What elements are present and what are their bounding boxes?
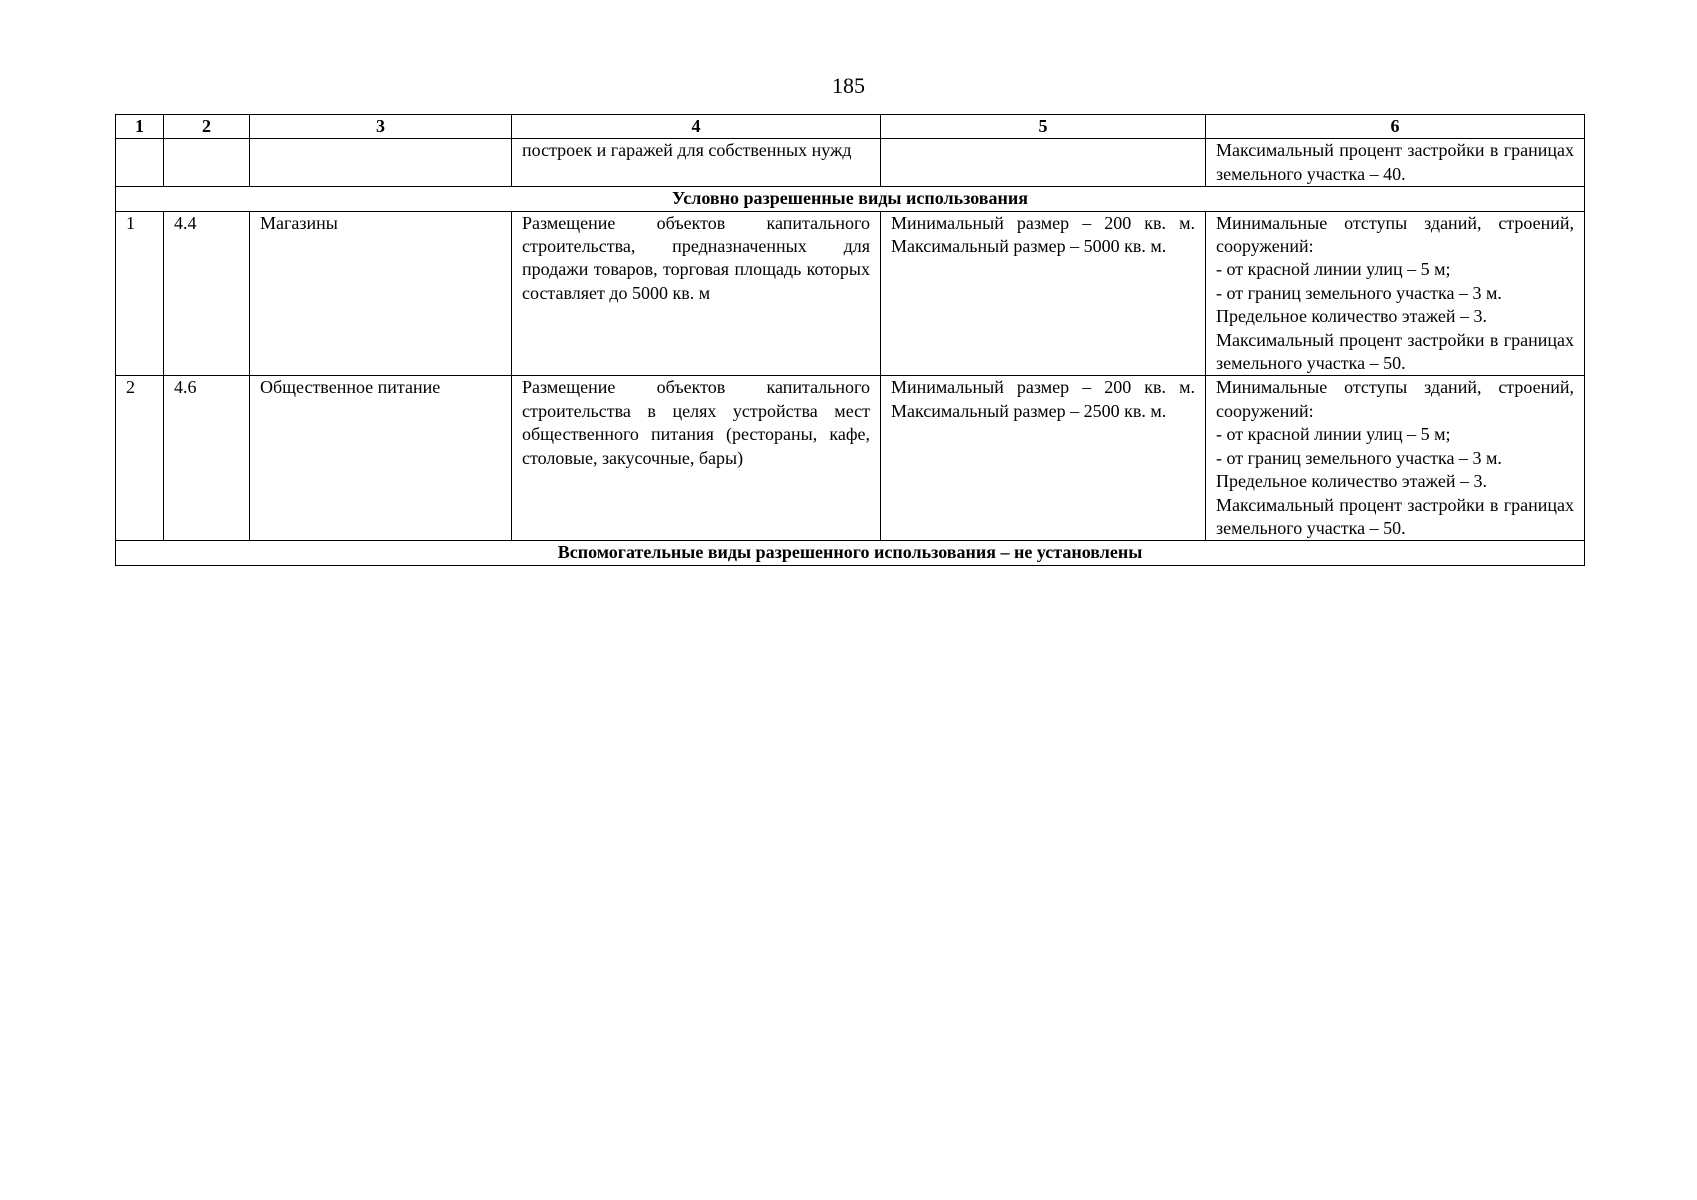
param-line: - от границ земельного участка – 3 м. bbox=[1216, 282, 1502, 303]
table-cell-empty bbox=[164, 139, 250, 187]
plot-size-limits: Минимальный размер – 200 кв. м. Максимальный размер – 2500 кв. м. bbox=[881, 376, 1206, 541]
table-cell-empty bbox=[116, 139, 164, 187]
use-name: Магазины bbox=[250, 211, 512, 376]
section-heading-row bbox=[116, 187, 1585, 211]
use-description: Размещение объектов капитального строительства в целях устройства мест общественного питания (рестораны, кафе, столовые, закусочные, бары) bbox=[512, 376, 881, 541]
param-line: - от красной линии улиц – 5 м; bbox=[1216, 424, 1451, 445]
table-row bbox=[116, 211, 1585, 376]
table-cell-empty bbox=[881, 139, 1206, 187]
plot-size-limits: Минимальный размер – 200 кв. м. Максимальный размер – 5000 кв. м. bbox=[881, 211, 1206, 376]
column-header: 1 bbox=[116, 115, 164, 139]
use-code: 4.4 bbox=[164, 211, 250, 376]
page-number: 185 bbox=[832, 73, 865, 98]
continuation-params: Максимальный процент застройки в границах земельного участка – 40. bbox=[1206, 139, 1585, 187]
param-line: Максимальный процент застройки в границах земельного участка – 50. bbox=[1216, 329, 1574, 374]
use-description: Размещение объектов капитального строительства, предназначенных для продажи товаров, торговая площадь которых составляет до 5000 кв. м bbox=[512, 211, 881, 376]
param-line: Максимальный процент застройки в границах земельного участка – 50. bbox=[1216, 494, 1574, 538]
section-heading-row bbox=[116, 541, 1585, 565]
column-header: 2 bbox=[164, 115, 250, 139]
section-heading-auxiliary: Вспомогательные виды разрешенного использования – не установлены bbox=[116, 541, 1585, 565]
table-row bbox=[116, 376, 1585, 541]
section-heading-conditional: Условно разрешенные виды использования bbox=[116, 187, 1585, 211]
continuation-description: построек и гаражей для собственных нужд bbox=[512, 139, 881, 187]
param-line: Предельное количество этажей – 3. bbox=[1216, 471, 1487, 492]
table-header-row bbox=[116, 115, 1585, 139]
column-header: 6 bbox=[1206, 115, 1585, 139]
building-parameters bbox=[1206, 211, 1585, 376]
param-line: - от красной линии улиц – 5 м; bbox=[1216, 259, 1451, 280]
building-parameters bbox=[1206, 376, 1585, 541]
row-number: 1 bbox=[116, 211, 164, 376]
param-line: - от границ земельного участка – 3 м. bbox=[1216, 447, 1502, 468]
table-row-continuation bbox=[116, 139, 1585, 187]
use-code: 4.6 bbox=[164, 376, 250, 541]
column-header: 4 bbox=[512, 115, 881, 139]
use-name: Общественное питание bbox=[250, 376, 512, 541]
column-header: 3 bbox=[250, 115, 512, 139]
table-cell-empty bbox=[250, 139, 512, 187]
row-number: 2 bbox=[116, 376, 164, 541]
land-use-table bbox=[115, 114, 1585, 566]
param-line: Минимальные отступы зданий, строений, сооружений: bbox=[1216, 377, 1574, 421]
param-line: Предельное количество этажей – 3. bbox=[1216, 306, 1487, 327]
param-line: Минимальные отступы зданий, строений, сооружений: bbox=[1216, 212, 1574, 257]
column-header: 5 bbox=[881, 115, 1206, 139]
